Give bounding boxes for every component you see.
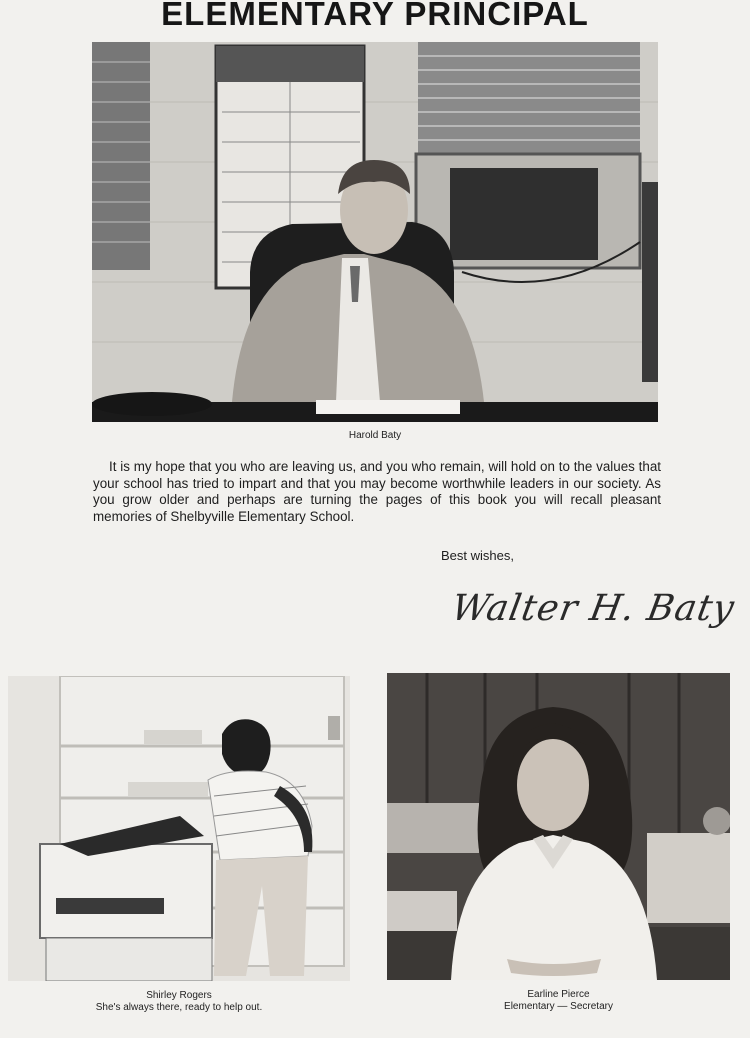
staff-name: Earline Pierce — [527, 989, 590, 1000]
staff-caption: Elementary — Secretary — [504, 1001, 613, 1012]
earline-pierce-photo — [387, 673, 730, 980]
letter-closing: Best wishes, — [441, 548, 514, 563]
principal-photo-image — [92, 42, 658, 422]
principal-photo — [92, 42, 658, 422]
page-title: ELEMENTARY PRINCIPAL — [161, 0, 589, 32]
shirley-rogers-photo — [8, 676, 350, 981]
earline-pierce-caption — [387, 989, 730, 1013]
shirley-rogers-caption — [8, 990, 350, 1014]
principal-photo-caption: Harold Baty — [348, 430, 402, 441]
principal-message: It is my hope that you who are leaving us, and you who remain, will hold on to the values that your school has tried to impart and that you may become worthwhile leaders in our society. As you grow older and perhaps are turning the pages of this book you will recall pleasant memories of Shelbyville Elementary School. — [93, 459, 661, 524]
earline-pierce-photo-image — [387, 673, 730, 980]
staff-caption: She's always there, ready to help out. — [95, 1002, 263, 1013]
handwritten-signature: Walter H. Baty — [448, 588, 738, 629]
staff-name: Shirley Rogers — [146, 990, 212, 1001]
shirley-rogers-photo-image — [8, 676, 350, 981]
